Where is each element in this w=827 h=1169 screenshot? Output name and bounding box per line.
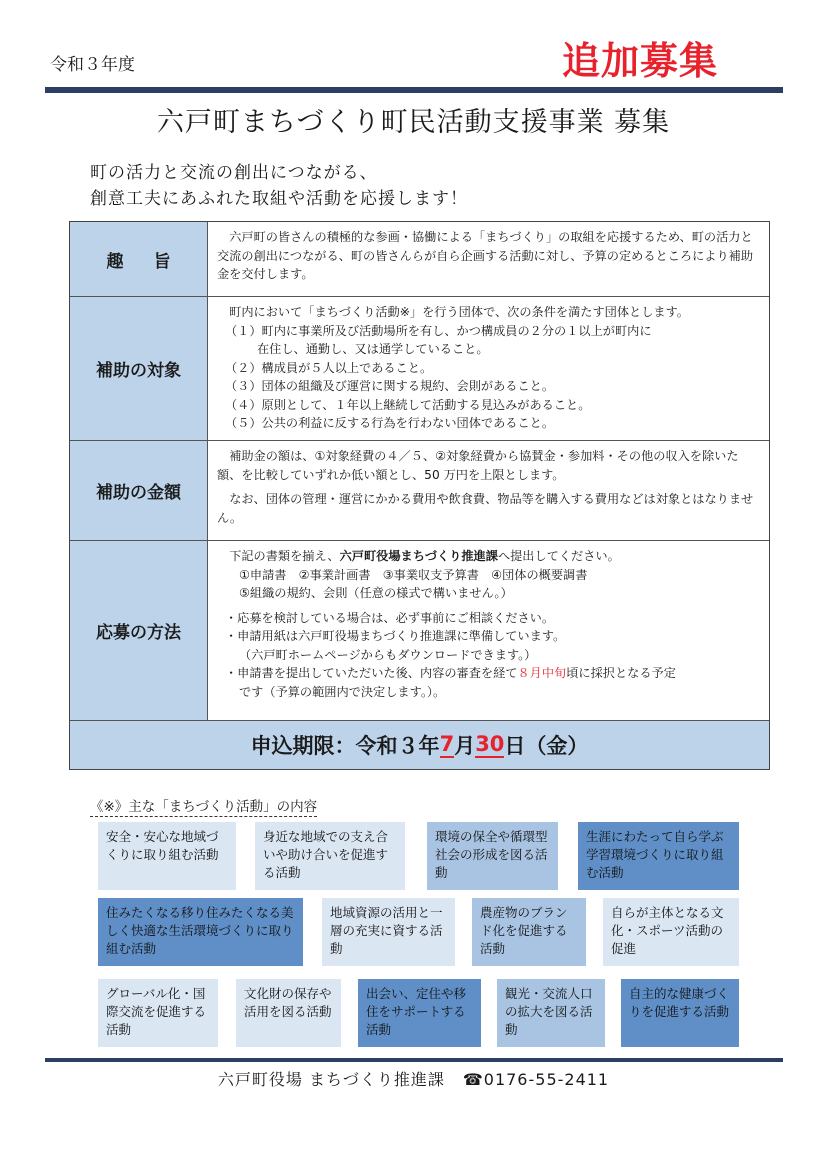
purpose-body [208, 222, 769, 296]
activity-box-mutual-support: 身近な地域での支え合いや助け合いを促進する活動 [255, 822, 405, 890]
method-bullet-3 [217, 664, 761, 683]
target-condition-4: （４）原則として、１年以上継続して活動する見込みがあること。 [225, 397, 591, 412]
amount-paragraph-2: なお、団体の管理・運営にかかる費用や飲食費、物品等を購入する費用などは対象とはなりません。 [217, 492, 754, 525]
amount-body [208, 441, 769, 540]
deadline-month-unit: 月 [454, 734, 476, 758]
deadline-suffix: 日（金） [504, 734, 589, 758]
activity-box-globalization: グローバル化・国際交流を促進する活動 [98, 979, 218, 1047]
purpose-heading: 趣旨 [70, 222, 208, 296]
top-divider [45, 87, 783, 93]
activity-box-settlement: 出会い、定住や移住をサポートする活動 [358, 979, 481, 1047]
phone-icon: ☎ [462, 1070, 484, 1089]
target-condition-2: （２）構成員が５人以上であること。 [225, 360, 433, 375]
activities-heading: 《※》主な「まちづくり活動」の内容 [90, 795, 317, 817]
additional-recruitment-badge: 追加募集 [562, 39, 719, 83]
deadline-prefix: 申込期限：令和３年 [250, 734, 440, 758]
purpose-row [70, 222, 769, 297]
deadline-month: 7 [439, 732, 455, 756]
target-row [70, 297, 769, 441]
method-bullet-2b: （六戸町ホームページからもダウンロードできます。） [239, 647, 537, 662]
target-condition-3: （３）団体の組織及び運営に関する規約、会則があること。 [225, 379, 555, 393]
method-intro [217, 547, 761, 566]
activity-box-environment: 環境の保全や循環型社会の形成を図る活動 [427, 822, 558, 890]
footer-phone: 0176-55-2411 [483, 1070, 610, 1089]
method-bullet-3-pre: ・申請書を提出していただいた後、内容の審査を経て [225, 666, 518, 680]
target-body [208, 297, 769, 440]
activity-box-health: 自主的な健康づくりを促進する活動 [621, 979, 739, 1047]
footer-office: 六戸町役場 まちづくり推進課 [217, 1070, 445, 1089]
amount-row [70, 441, 769, 541]
amount-paragraph-1: 補助金の額は、①対象経費の４／５、②対象経費から協賛金・参加料・その他の収入を除いた額、を比較していずれか低い額とし、50 万円を上限とします。 [217, 449, 739, 482]
target-condition-1b: 在住し、通勤し、又は通学していること。 [257, 342, 489, 356]
amount-heading: 補助の金額 [70, 441, 208, 540]
lead-line-2: 創意工夫にあふれた取組や活動を応援します！ [90, 189, 468, 209]
method-intro-office: 六戸町役場まちづくり推進課 [339, 549, 498, 563]
method-bullet-3-post: 頃に採択となる予定 [566, 666, 676, 680]
deadline-row [70, 721, 769, 769]
footer [0, 1067, 827, 1090]
method-bullet-3-date: ８月中旬 [517, 666, 567, 680]
method-heading: 応募の方法 [70, 541, 208, 720]
method-bullet-2: ・申請用紙は六戸町役場まちづくり推進課に準備しています。 [225, 629, 566, 643]
target-condition-1a: （１）町内に事業所及び活動場所を有し、かつ構成員の２分の１以上が町内に [225, 323, 652, 338]
activity-box-cultural-assets: 文化財の保存や活用を図る活動 [236, 979, 341, 1047]
method-bullet-3b: です（予算の範囲内で決定します。）。 [239, 684, 446, 699]
info-table [69, 221, 770, 770]
bottom-divider [45, 1058, 783, 1062]
activity-box-culture-sports: 自らが主体となる文化・スポーツ活動の促進 [603, 898, 739, 966]
target-condition-5: （５）公共の利益に反する行為を行わない団体であること。 [225, 416, 555, 430]
method-documents-1: ①申請書 ②事業計画書 ③事業収支予算書 ④団体の概要調書 [239, 567, 588, 582]
target-heading: 補助の対象 [70, 297, 208, 440]
activity-box-safety: 安全・安心な地域づくりに取り組む活動 [98, 822, 236, 890]
activity-box-local-resources: 地域資源の活用と一層の充実に資する活動 [322, 898, 455, 966]
method-row [70, 541, 769, 721]
method-intro-pre: 下記の書類を揃え、 [229, 549, 340, 563]
purpose-text: 六戸町の皆さんの積極的な参画・協働による「まちづくり」の取組を応援するため、町の活力と交流の創出につながる、町の皆さんらが自ら企画する活動に対し、予算の定めるところにより補助金を交付します。 [217, 230, 754, 281]
page-title: 六戸町まちづくり町民活動支援事業 募集 [156, 107, 671, 138]
activity-box-living-environment: 住みたくなる移り住みたくなる美しく快適な生活環境づくりに取り組む活動 [98, 898, 303, 966]
method-body [208, 541, 769, 720]
activity-box-tourism: 観光・交流人口の拡大を図る活動 [497, 979, 605, 1047]
method-bullet-1: ・応募を検討している場合は、必ず事前にご相談ください。 [225, 610, 555, 625]
activity-box-agri-branding: 農産物のブランド化を促進する活動 [472, 898, 586, 966]
activity-box-lifelong-learning: 生涯にわたって自ら学ぶ学習環境づくりに取り組む活動 [578, 822, 739, 890]
target-intro: 町内において「まちづくり活動※」を行う団体で、次の条件を満たす団体とします。 [229, 305, 689, 319]
lead-line-1: 町の活力と交流の創出につながる、 [90, 163, 378, 183]
method-documents-2: ⑤組織の規約、会則（任意の様式で構いません。） [239, 586, 513, 600]
fiscal-year: 令和３年度 [50, 55, 135, 75]
method-intro-post: へ提出してください。 [497, 549, 620, 563]
deadline-day: 30 [475, 732, 505, 756]
